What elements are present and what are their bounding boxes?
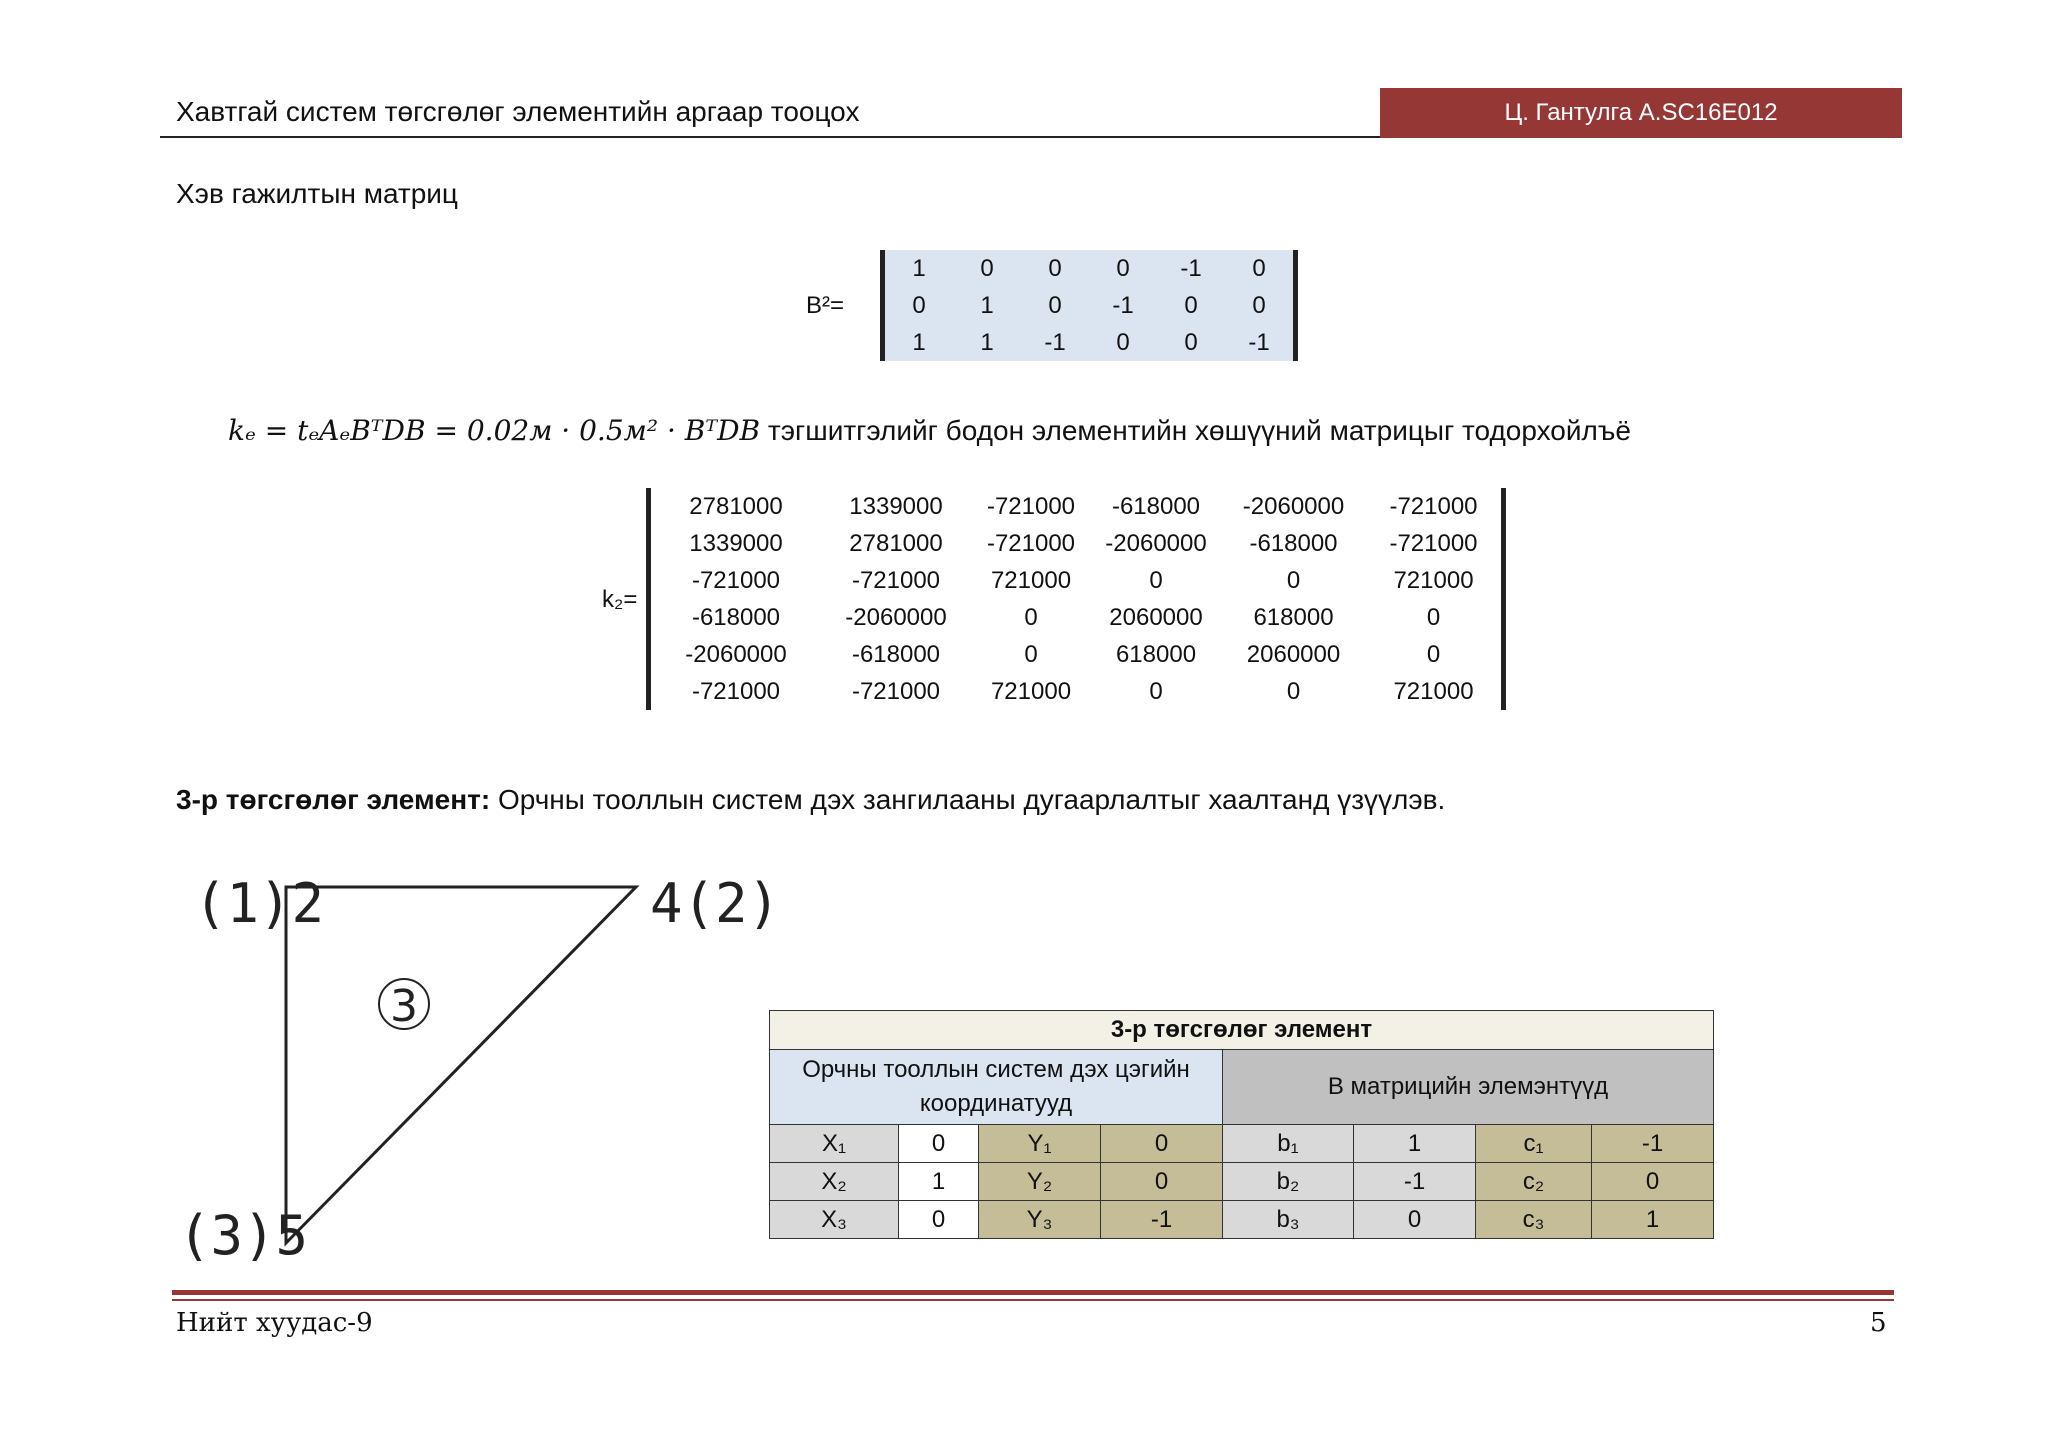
table-cell: -1: [1101, 1201, 1223, 1239]
table-header-coordinates: Орчны тооллын систем дэх цэгийн координатууд: [770, 1050, 1223, 1125]
table-cell: -1: [1354, 1163, 1476, 1201]
matrix-cell: 0: [1184, 328, 1198, 356]
formula-text: тэгшитгэлийг бодон элементийн хөшүүний матрицыг тодорхойлъё: [767, 415, 1631, 446]
table-cell: 1: [1592, 1201, 1714, 1239]
matrix-cell: -2060000: [845, 603, 947, 631]
table-row: [770, 1163, 1714, 1201]
matrix-cell: 0: [1252, 254, 1266, 282]
footer-rule-thin: [172, 1299, 1894, 1301]
table-cell: -1: [1592, 1125, 1714, 1163]
matrix-cell: -721000: [1389, 529, 1478, 557]
matrix-cell: -721000: [851, 566, 941, 594]
table-cell: 0: [899, 1201, 979, 1239]
footer-rule-thick: [172, 1290, 1894, 1295]
table-cell: 1: [899, 1163, 979, 1201]
matrix-cell: -721000: [1389, 492, 1478, 520]
element3-sentence: [176, 784, 1445, 816]
header-title: Хавтгай систем төгсгөлөг элементийн аргаар тооцох: [176, 96, 860, 127]
matrix-cell: 2060000: [1246, 640, 1341, 668]
matrix-cell: -1: [1044, 328, 1066, 356]
table-cell: X₁: [770, 1125, 899, 1163]
element-coordinates-table: [769, 1010, 1714, 1239]
table-cell: b₃: [1223, 1201, 1354, 1239]
matrix-row: [651, 636, 1501, 673]
matrix-row: [651, 488, 1501, 525]
matrix-cell: 721000: [990, 566, 1072, 594]
matrix-cell: -721000: [691, 677, 781, 705]
matrix-cell: -618000: [1249, 529, 1338, 557]
matrix-cell: 721000: [1393, 677, 1474, 705]
table-cell: c₁: [1476, 1125, 1592, 1163]
section-heading-strain: Хэв гажилтын матриц: [176, 178, 458, 209]
element3-text: Орчны тооллын систем дэх зангилааны дугаарлалтыг хаалтанд үзүүлэв.: [490, 784, 1446, 815]
matrix-cell: 1: [912, 254, 926, 282]
matrix-cell: 1339000: [689, 529, 783, 557]
matrix-cell: 0: [1149, 566, 1163, 594]
matrix-cell: 2781000: [689, 492, 783, 520]
header-author-badge: Ц. Гантулга A.SC16E012: [1380, 88, 1902, 138]
matrix-cell: -2060000: [685, 640, 787, 668]
footer-page-number: 5: [1870, 1308, 1887, 1338]
table-cell: Y₂: [979, 1163, 1101, 1201]
matrix-cell: 0: [1426, 603, 1441, 631]
matrix-cell: -1: [1112, 291, 1134, 319]
matrix-row: [885, 250, 1293, 287]
matrix-cell: 2060000: [1109, 603, 1203, 631]
footer-total-pages: Нийт хуудас-9: [176, 1308, 373, 1338]
table-title: 3-р төгсгөлөг элемент: [770, 1011, 1714, 1050]
table-cell: 1: [1354, 1125, 1476, 1163]
table-cell: b₂: [1223, 1163, 1354, 1201]
matrix-cell: 1: [980, 328, 994, 356]
matrix-cell: 618000: [1253, 603, 1334, 631]
matrix-cell: 0: [1024, 640, 1038, 668]
table-cell: 0: [1354, 1201, 1476, 1239]
matrix-cell: 0: [1286, 677, 1301, 705]
table-row: [770, 1201, 1714, 1239]
matrix-cell: 721000: [1393, 566, 1474, 594]
table-row: [770, 1125, 1714, 1163]
node-label-bottom: (3)5: [178, 1204, 309, 1267]
stiffness-formula: [228, 414, 1631, 447]
matrix-cell: -721000: [691, 566, 781, 594]
table-cell: Y₃: [979, 1201, 1101, 1239]
matrix-row: [885, 324, 1293, 361]
matrix-cell: 1: [912, 328, 926, 356]
matrix-cell: 0: [1116, 254, 1130, 282]
table-cell: c₂: [1476, 1163, 1592, 1201]
matrix-cell: 0: [912, 291, 926, 319]
matrix-cell: -721000: [986, 492, 1076, 520]
matrix-cell: -618000: [851, 640, 941, 668]
matrix-row: [651, 562, 1501, 599]
matrix-cell: 721000: [990, 677, 1072, 705]
matrix-row: [651, 599, 1501, 636]
matrix-cell: -721000: [986, 529, 1076, 557]
element-number: 3: [390, 981, 418, 1032]
matrix-cell: 618000: [1115, 640, 1197, 668]
table-cell: 0: [1101, 1163, 1223, 1201]
node-label-top-left: (1)2: [194, 872, 325, 935]
matrix-row: [651, 525, 1501, 562]
strain-matrix: [880, 250, 1298, 361]
table-cell: X₂: [770, 1163, 899, 1201]
table-cell: Y₁: [979, 1125, 1101, 1163]
triangle-outline: [286, 887, 636, 1243]
matrix-cell: 0: [1048, 291, 1062, 319]
strain-matrix-label: B²=: [806, 292, 845, 319]
matrix-cell: -618000: [691, 603, 781, 631]
matrix-cell: 0: [1426, 640, 1441, 668]
matrix-cell: 1339000: [849, 492, 943, 520]
table-cell: X₃: [770, 1201, 899, 1239]
table-header-b-matrix: B матрицийн элемэнтүүд: [1223, 1050, 1714, 1125]
matrix-row: [651, 673, 1501, 710]
table-cell: 0: [899, 1125, 979, 1163]
matrix-cell: 0: [1252, 291, 1266, 319]
matrix-cell: 0: [1116, 328, 1130, 356]
header-rule: [160, 136, 1380, 138]
formula-math: kₑ = tₑAₑBᵀDB = 0.02м · 0.5м² · BᵀDB: [228, 414, 761, 447]
table-cell: b₁: [1223, 1125, 1354, 1163]
element3-bold: 3-р төгсгөлөг элемент:: [176, 784, 491, 815]
matrix-cell: 0: [980, 254, 994, 282]
table-cell: c₃: [1476, 1201, 1592, 1239]
stiffness-matrix-label: k₂=: [602, 586, 638, 613]
matrix-cell: 1: [980, 291, 994, 319]
matrix-cell: -1: [1180, 254, 1202, 282]
matrix-cell: -721000: [851, 677, 941, 705]
matrix-cell: 0: [1149, 677, 1163, 705]
table-cell: 0: [1101, 1125, 1223, 1163]
matrix-cell: -2060000: [1242, 492, 1345, 520]
matrix-cell: -1: [1248, 328, 1270, 356]
node-label-top-right: 4(2): [650, 872, 781, 935]
matrix-cell: -2060000: [1105, 529, 1207, 557]
table-cell: 0: [1592, 1163, 1714, 1201]
triangle-element-diagram: [176, 860, 781, 1270]
matrix-cell: 0: [1024, 603, 1038, 631]
matrix-cell: -618000: [1111, 492, 1201, 520]
matrix-cell: 2781000: [849, 529, 943, 557]
matrix-cell: 0: [1184, 291, 1198, 319]
stiffness-matrix: [646, 488, 1506, 710]
matrix-cell: 0: [1286, 566, 1301, 594]
matrix-row: [885, 287, 1293, 324]
matrix-cell: 0: [1048, 254, 1062, 282]
